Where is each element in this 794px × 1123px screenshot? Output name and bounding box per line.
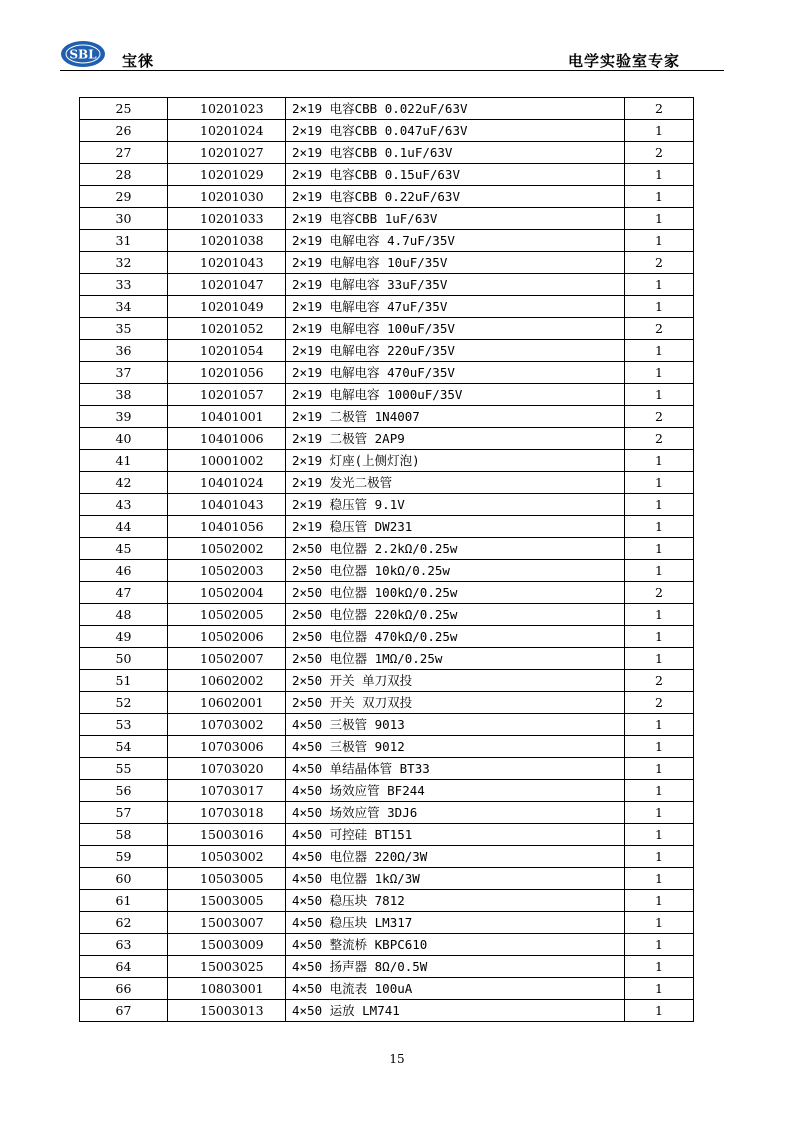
part-quantity: 2 [625, 142, 694, 164]
part-quantity: 1 [625, 450, 694, 472]
row-number: 62 [80, 912, 168, 934]
part-code: 10502007 [168, 648, 286, 670]
part-code: 10201023 [168, 98, 286, 120]
row-number: 39 [80, 406, 168, 428]
table-row [80, 120, 694, 142]
table-row [80, 1000, 694, 1022]
part-description: 4×50 电位器 1kΩ/3W [286, 868, 625, 890]
row-number: 46 [80, 560, 168, 582]
table-row [80, 142, 694, 164]
row-number: 29 [80, 186, 168, 208]
part-description: 4×50 三极管 9012 [286, 736, 625, 758]
part-quantity: 2 [625, 428, 694, 450]
part-code: 15003013 [168, 1000, 286, 1022]
part-quantity: 1 [625, 758, 694, 780]
row-number: 40 [80, 428, 168, 450]
part-code: 10401024 [168, 472, 286, 494]
part-quantity: 1 [625, 230, 694, 252]
part-quantity: 1 [625, 186, 694, 208]
part-code: 15003009 [168, 934, 286, 956]
part-description: 2×19 电容CBB 0.047uF/63V [286, 120, 625, 142]
row-number: 48 [80, 604, 168, 626]
parts-table-body [80, 98, 694, 1022]
part-code: 10001002 [168, 450, 286, 472]
table-row [80, 230, 694, 252]
part-quantity: 2 [625, 318, 694, 340]
row-number: 51 [80, 670, 168, 692]
part-code: 10803001 [168, 978, 286, 1000]
part-quantity: 1 [625, 560, 694, 582]
table-row [80, 296, 694, 318]
part-description: 2×19 电解电容 10uF/35V [286, 252, 625, 274]
row-number: 60 [80, 868, 168, 890]
part-description: 4×50 三极管 9013 [286, 714, 625, 736]
table-row [80, 340, 694, 362]
part-description: 2×19 电解电容 100uF/35V [286, 318, 625, 340]
part-description: 2×19 灯座(上侧灯泡) [286, 450, 625, 472]
table-row [80, 384, 694, 406]
part-code: 10201047 [168, 274, 286, 296]
table-row [80, 428, 694, 450]
part-code: 15003005 [168, 890, 286, 912]
row-number: 45 [80, 538, 168, 560]
part-description: 2×19 电解电容 33uF/35V [286, 274, 625, 296]
part-description: 4×50 场效应管 BF244 [286, 780, 625, 802]
part-description: 2×50 开关 双刀双投 [286, 692, 625, 714]
part-quantity: 1 [625, 956, 694, 978]
row-number: 31 [80, 230, 168, 252]
table-row [80, 758, 694, 780]
part-code: 15003025 [168, 956, 286, 978]
page-header [60, 38, 724, 72]
svg-text:SBL: SBL [69, 47, 97, 62]
row-number: 42 [80, 472, 168, 494]
part-code: 10201033 [168, 208, 286, 230]
table-row [80, 670, 694, 692]
part-description: 4×50 稳压块 LM317 [286, 912, 625, 934]
part-description: 2×19 电容CBB 1uF/63V [286, 208, 625, 230]
table-row [80, 208, 694, 230]
part-quantity: 1 [625, 780, 694, 802]
table-row [80, 318, 694, 340]
page-number: 15 [389, 1052, 405, 1066]
row-number: 26 [80, 120, 168, 142]
part-quantity: 1 [625, 626, 694, 648]
table-row [80, 472, 694, 494]
table-row [80, 252, 694, 274]
part-quantity: 1 [625, 912, 694, 934]
part-description: 4×50 可控硅 BT151 [286, 824, 625, 846]
table-row [80, 186, 694, 208]
part-quantity: 1 [625, 494, 694, 516]
table-row [80, 802, 694, 824]
table-row [80, 604, 694, 626]
row-number: 50 [80, 648, 168, 670]
part-description: 2×50 电位器 100kΩ/0.25w [286, 582, 625, 604]
table-row [80, 890, 694, 912]
part-code: 10201052 [168, 318, 286, 340]
part-code: 10503002 [168, 846, 286, 868]
table-row [80, 538, 694, 560]
part-quantity: 2 [625, 252, 694, 274]
row-number: 37 [80, 362, 168, 384]
table-row [80, 868, 694, 890]
part-quantity: 1 [625, 120, 694, 142]
row-number: 28 [80, 164, 168, 186]
part-quantity: 1 [625, 846, 694, 868]
table-row [80, 978, 694, 1000]
part-quantity: 2 [625, 582, 694, 604]
part-quantity: 1 [625, 516, 694, 538]
part-description: 2×19 电解电容 47uF/35V [286, 296, 625, 318]
part-description: 2×19 电解电容 470uF/35V [286, 362, 625, 384]
part-description: 2×19 电容CBB 0.15uF/63V [286, 164, 625, 186]
part-quantity: 1 [625, 538, 694, 560]
table-row [80, 846, 694, 868]
part-quantity: 1 [625, 296, 694, 318]
part-code: 10201049 [168, 296, 286, 318]
row-number: 64 [80, 956, 168, 978]
row-number: 61 [80, 890, 168, 912]
part-quantity: 1 [625, 868, 694, 890]
part-code: 10703018 [168, 802, 286, 824]
part-code: 10502002 [168, 538, 286, 560]
part-code: 10201029 [168, 164, 286, 186]
part-code: 10401056 [168, 516, 286, 538]
table-row [80, 560, 694, 582]
row-number: 49 [80, 626, 168, 648]
table-row [80, 516, 694, 538]
part-quantity: 1 [625, 384, 694, 406]
row-number: 43 [80, 494, 168, 516]
part-description: 4×50 运放 LM741 [286, 1000, 625, 1022]
table-row [80, 934, 694, 956]
part-code: 10703020 [168, 758, 286, 780]
part-description: 2×19 电解电容 1000uF/35V [286, 384, 625, 406]
table-row [80, 692, 694, 714]
row-number: 57 [80, 802, 168, 824]
part-code: 10502003 [168, 560, 286, 582]
table-row [80, 582, 694, 604]
table-row [80, 98, 694, 120]
row-number: 30 [80, 208, 168, 230]
part-description: 4×50 电位器 220Ω/3W [286, 846, 625, 868]
table-row [80, 362, 694, 384]
row-number: 47 [80, 582, 168, 604]
table-row [80, 164, 694, 186]
row-number: 25 [80, 98, 168, 120]
part-code: 10201027 [168, 142, 286, 164]
part-code: 10703002 [168, 714, 286, 736]
table-row [80, 780, 694, 802]
row-number: 59 [80, 846, 168, 868]
part-description: 2×19 电容CBB 0.022uF/63V [286, 98, 625, 120]
part-description: 4×50 场效应管 3DJ6 [286, 802, 625, 824]
row-number: 63 [80, 934, 168, 956]
table-row [80, 626, 694, 648]
header-rule [60, 70, 724, 71]
table-row [80, 450, 694, 472]
part-description: 4×50 单结晶体管 BT33 [286, 758, 625, 780]
part-quantity: 1 [625, 472, 694, 494]
part-description: 2×50 电位器 10kΩ/0.25w [286, 560, 625, 582]
row-number: 33 [80, 274, 168, 296]
sbl-logo [60, 40, 106, 68]
part-quantity: 1 [625, 802, 694, 824]
part-quantity: 1 [625, 736, 694, 758]
part-description: 2×19 电解电容 4.7uF/35V [286, 230, 625, 252]
row-number: 41 [80, 450, 168, 472]
part-code: 10602002 [168, 670, 286, 692]
part-description: 4×50 稳压块 7812 [286, 890, 625, 912]
part-description: 4×50 整流桥 KBPC610 [286, 934, 625, 956]
part-quantity: 1 [625, 890, 694, 912]
table-row [80, 714, 694, 736]
part-code: 15003016 [168, 824, 286, 846]
part-quantity: 2 [625, 98, 694, 120]
part-code: 10201057 [168, 384, 286, 406]
part-quantity: 1 [625, 1000, 694, 1022]
part-code: 10502004 [168, 582, 286, 604]
row-number: 34 [80, 296, 168, 318]
row-number: 27 [80, 142, 168, 164]
table-row [80, 494, 694, 516]
row-number: 58 [80, 824, 168, 846]
part-code: 10201056 [168, 362, 286, 384]
part-code: 10502005 [168, 604, 286, 626]
part-code: 10201043 [168, 252, 286, 274]
part-code: 10201038 [168, 230, 286, 252]
part-description: 4×50 电流表 100uA [286, 978, 625, 1000]
row-number: 32 [80, 252, 168, 274]
part-description: 2×19 二极管 1N4007 [286, 406, 625, 428]
part-description: 4×50 扬声器 8Ω/0.5W [286, 956, 625, 978]
part-quantity: 2 [625, 670, 694, 692]
part-code: 10201030 [168, 186, 286, 208]
part-quantity: 1 [625, 164, 694, 186]
part-code: 10201024 [168, 120, 286, 142]
brand-name: 宝徕 [122, 52, 155, 70]
part-code: 10602001 [168, 692, 286, 714]
part-quantity: 2 [625, 692, 694, 714]
part-code: 10703006 [168, 736, 286, 758]
row-number: 55 [80, 758, 168, 780]
part-description: 2×50 电位器 220kΩ/0.25w [286, 604, 625, 626]
part-code: 10703017 [168, 780, 286, 802]
row-number: 35 [80, 318, 168, 340]
table-row [80, 736, 694, 758]
part-description: 2×50 开关 单刀双投 [286, 670, 625, 692]
part-description: 2×19 电容CBB 0.1uF/63V [286, 142, 625, 164]
part-description: 2×19 电解电容 220uF/35V [286, 340, 625, 362]
part-quantity: 1 [625, 362, 694, 384]
part-quantity: 1 [625, 978, 694, 1000]
part-description: 2×19 二极管 2AP9 [286, 428, 625, 450]
part-code: 10503005 [168, 868, 286, 890]
parts-table [79, 97, 694, 1022]
table-row [80, 274, 694, 296]
part-description: 2×19 稳压管 9.1V [286, 494, 625, 516]
table-row [80, 406, 694, 428]
part-description: 2×19 发光二极管 [286, 472, 625, 494]
row-number: 56 [80, 780, 168, 802]
part-code: 10401006 [168, 428, 286, 450]
part-quantity: 1 [625, 604, 694, 626]
row-number: 66 [80, 978, 168, 1000]
part-code: 10201054 [168, 340, 286, 362]
row-number: 38 [80, 384, 168, 406]
part-quantity: 1 [625, 648, 694, 670]
table-row [80, 648, 694, 670]
part-quantity: 1 [625, 340, 694, 362]
part-quantity: 1 [625, 274, 694, 296]
row-number: 44 [80, 516, 168, 538]
part-quantity: 2 [625, 406, 694, 428]
part-description: 2×50 电位器 2.2kΩ/0.25w [286, 538, 625, 560]
part-code: 15003007 [168, 912, 286, 934]
row-number: 36 [80, 340, 168, 362]
row-number: 67 [80, 1000, 168, 1022]
row-number: 52 [80, 692, 168, 714]
part-description: 2×19 电容CBB 0.22uF/63V [286, 186, 625, 208]
part-quantity: 1 [625, 714, 694, 736]
part-code: 10502006 [168, 626, 286, 648]
row-number: 54 [80, 736, 168, 758]
part-quantity: 1 [625, 934, 694, 956]
part-quantity: 1 [625, 824, 694, 846]
part-description: 2×19 稳压管 DW231 [286, 516, 625, 538]
part-description: 2×50 电位器 470kΩ/0.25w [286, 626, 625, 648]
table-row [80, 824, 694, 846]
header-tagline: 电学实验室专家 [567, 52, 680, 70]
row-number: 53 [80, 714, 168, 736]
part-code: 10401043 [168, 494, 286, 516]
part-quantity: 1 [625, 208, 694, 230]
part-description: 2×50 电位器 1MΩ/0.25w [286, 648, 625, 670]
table-row [80, 956, 694, 978]
part-code: 10401001 [168, 406, 286, 428]
table-row [80, 912, 694, 934]
